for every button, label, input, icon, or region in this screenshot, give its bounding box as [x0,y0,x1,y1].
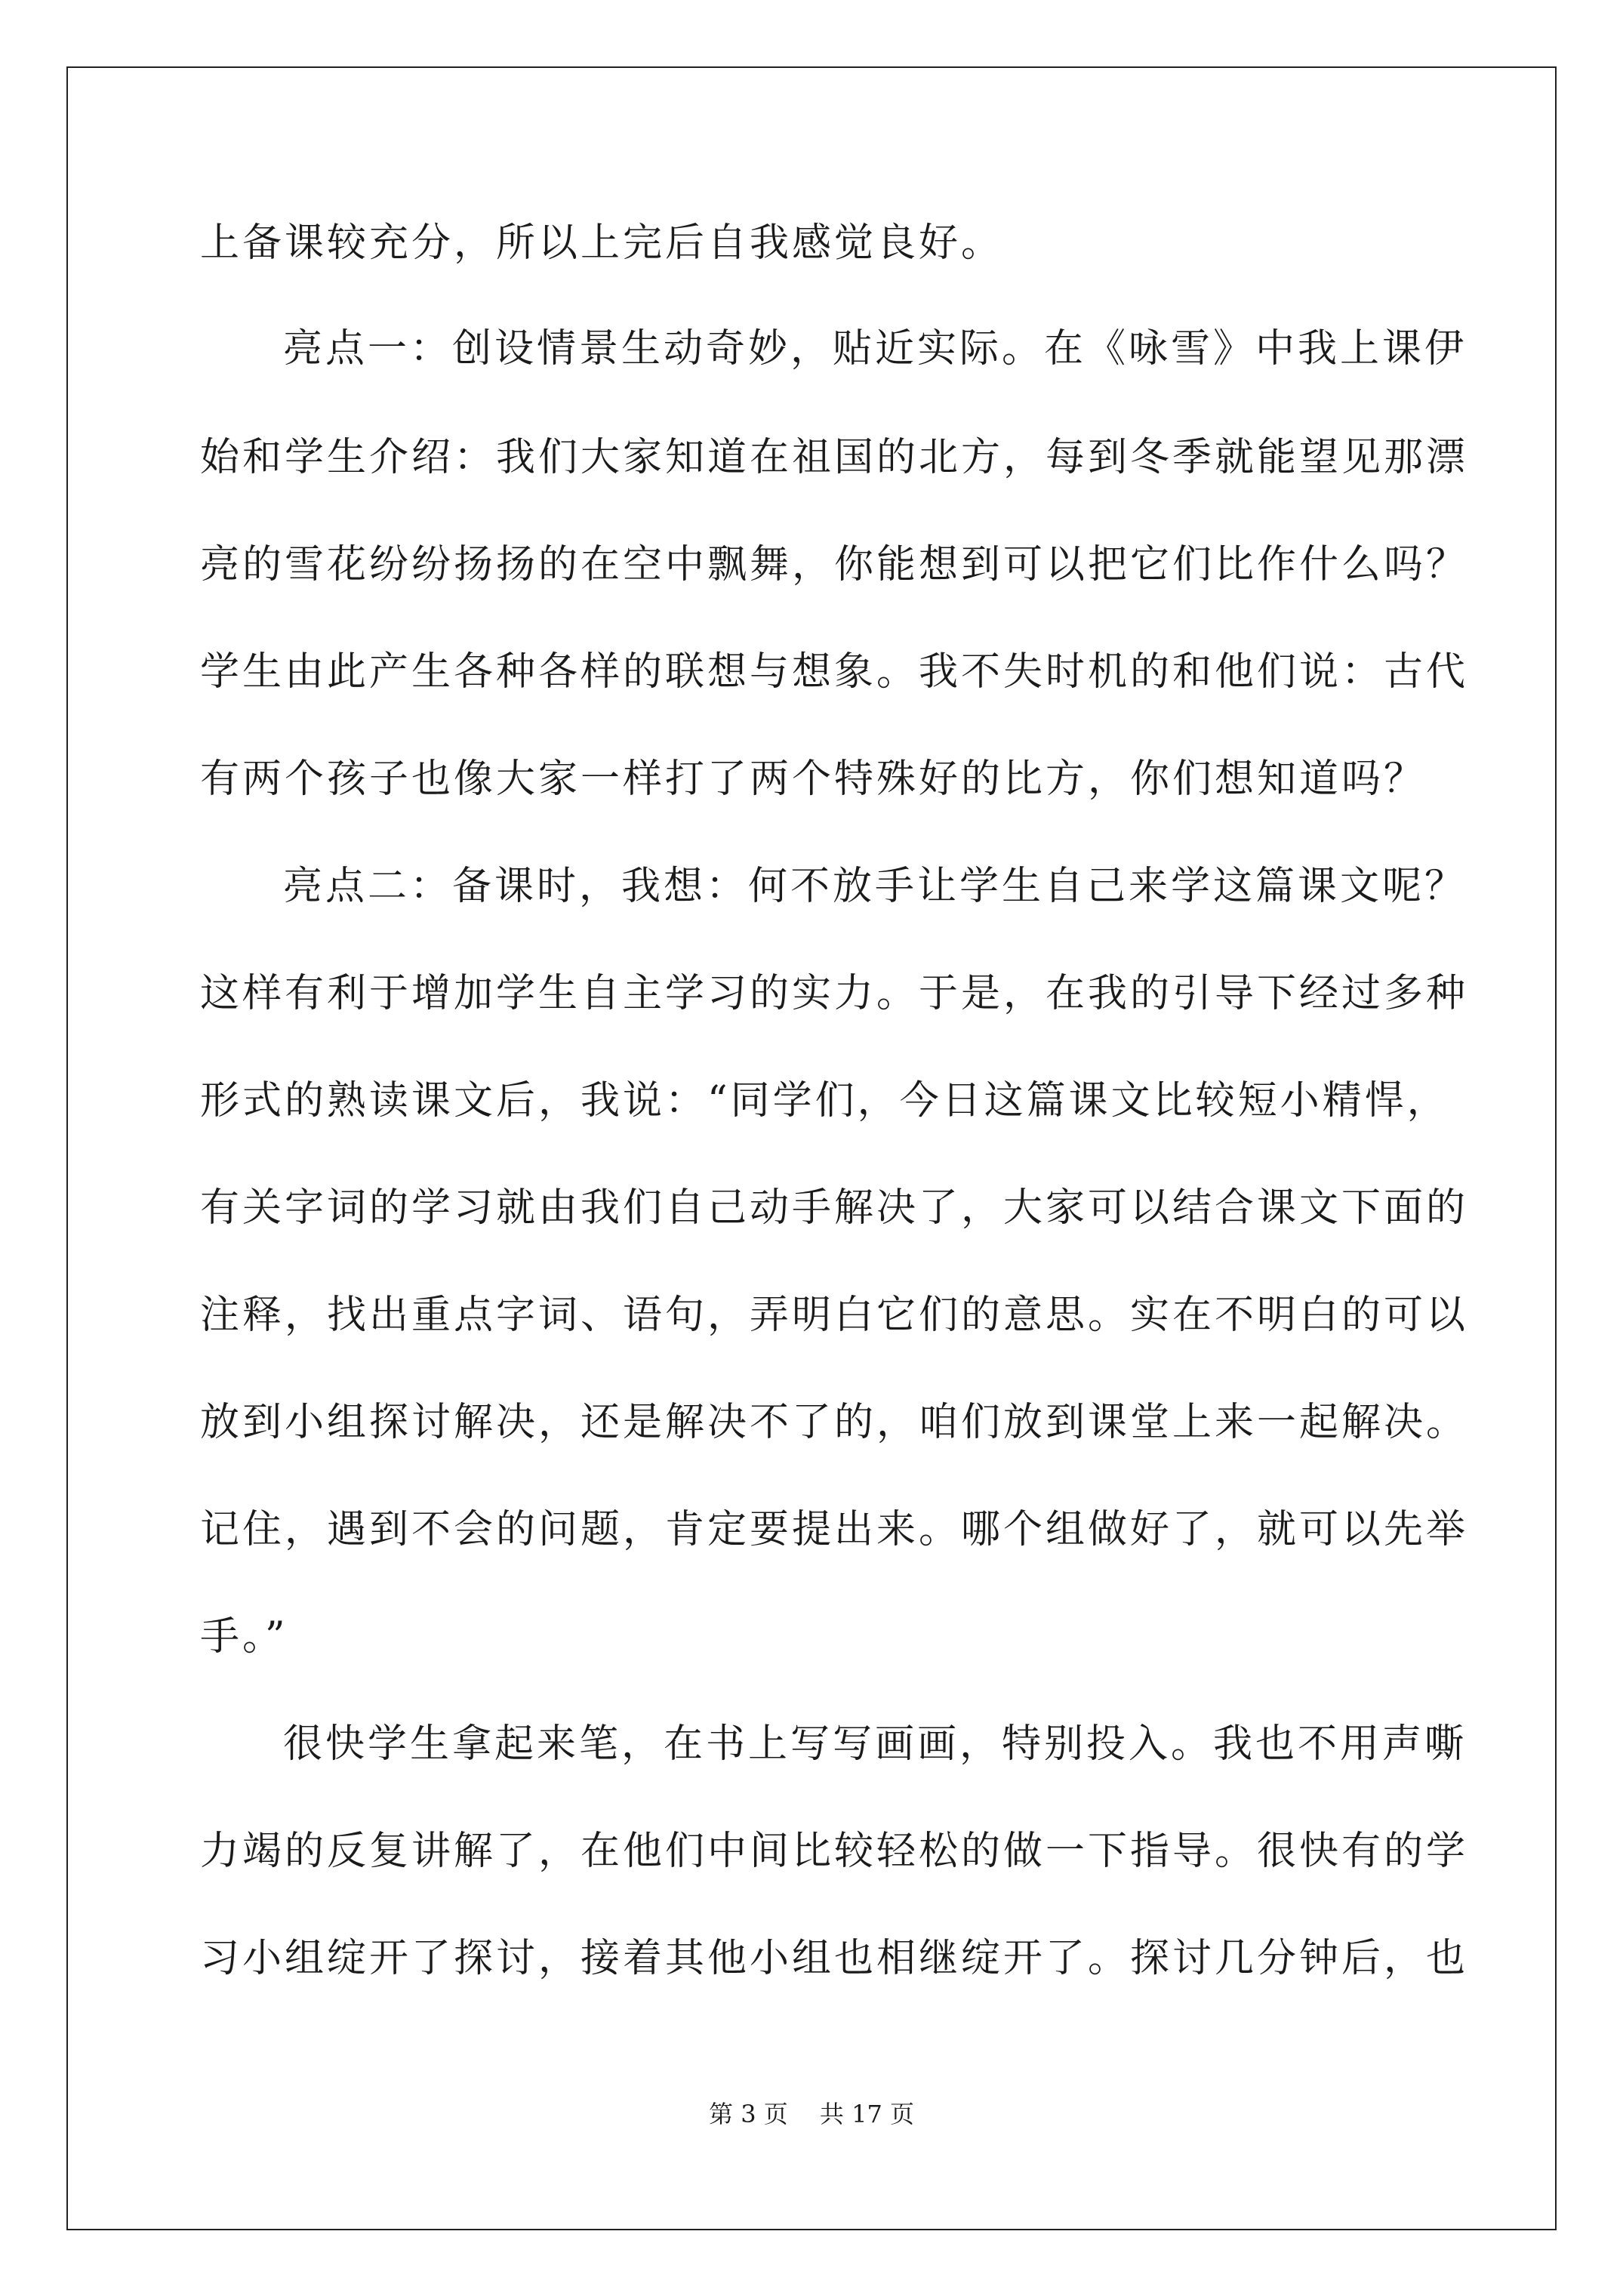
text-line-9: 形式的熟读课文后，我说：“同学们，今日这篇课文比较短小精悍， [200,1078,1449,1123]
text-line-11: 注释，找出重点字词、语句，弄明白它们的意思。实在不明白的可以 [200,1293,1469,1338]
text-line-8: 这样有利于增加学生自主学习的实力。于是，在我的引导下经过多种 [200,971,1469,1016]
text-line-12: 放到小组探讨解决，还是解决不了的，咱们放到课堂上来一起解决。 [200,1400,1469,1445]
page-border [66,66,1557,2230]
text-line-17: 习小组绽开了探讨，接着其他小组也相继绽开了。探讨几分钟后，也 [200,1936,1469,1981]
text-line-1: 上备课较充分，所以上完后自我感觉良好。 [200,220,1004,266]
text-line-7: 亮点二：备课时，我想：何不放手让学生自己来学这篇课文呢？ [283,864,1467,909]
page-number-total: 共 17 页 [819,2100,914,2128]
text-line-6: 有两个孩子也像大家一样打了两个特殊好的比方，你们想知道吗？ [200,757,1427,802]
page-number-current: 第 3 页 [709,2100,788,2128]
page-footer [0,2099,1623,2129]
text-line-14: 手。” [200,1614,288,1660]
text-line-13: 记住，遇到不会的问题，肯定要提出来。哪个组做好了，就可以先举 [200,1507,1469,1552]
text-line-15: 很快学生拿起来笔，在书上写写画画，特别投入。我也不用声嘶 [283,1721,1467,1767]
text-line-10: 有关字词的学习就由我们自己动手解决了，大家可以结合课文下面的 [200,1185,1469,1231]
text-line-4: 亮的雪花纷纷扬扬的在空中飘舞，你能想到可以把它们比作什么吗？ [200,542,1469,587]
text-line-3: 始和学生介绍：我们大家知道在祖国的北方，每到冬季就能望见那漂 [200,435,1469,480]
text-line-2: 亮点一：创设情景生动奇妙，贴近实际。在《咏雪》中我上课伊 [283,326,1467,371]
text-line-16: 力竭的反复讲解了，在他们中间比较轻松的做一下指导。很快有的学 [200,1829,1469,1874]
text-line-5: 学生由此产生各种各样的联想与想象。我不失时机的和他们说：古代 [200,649,1469,695]
